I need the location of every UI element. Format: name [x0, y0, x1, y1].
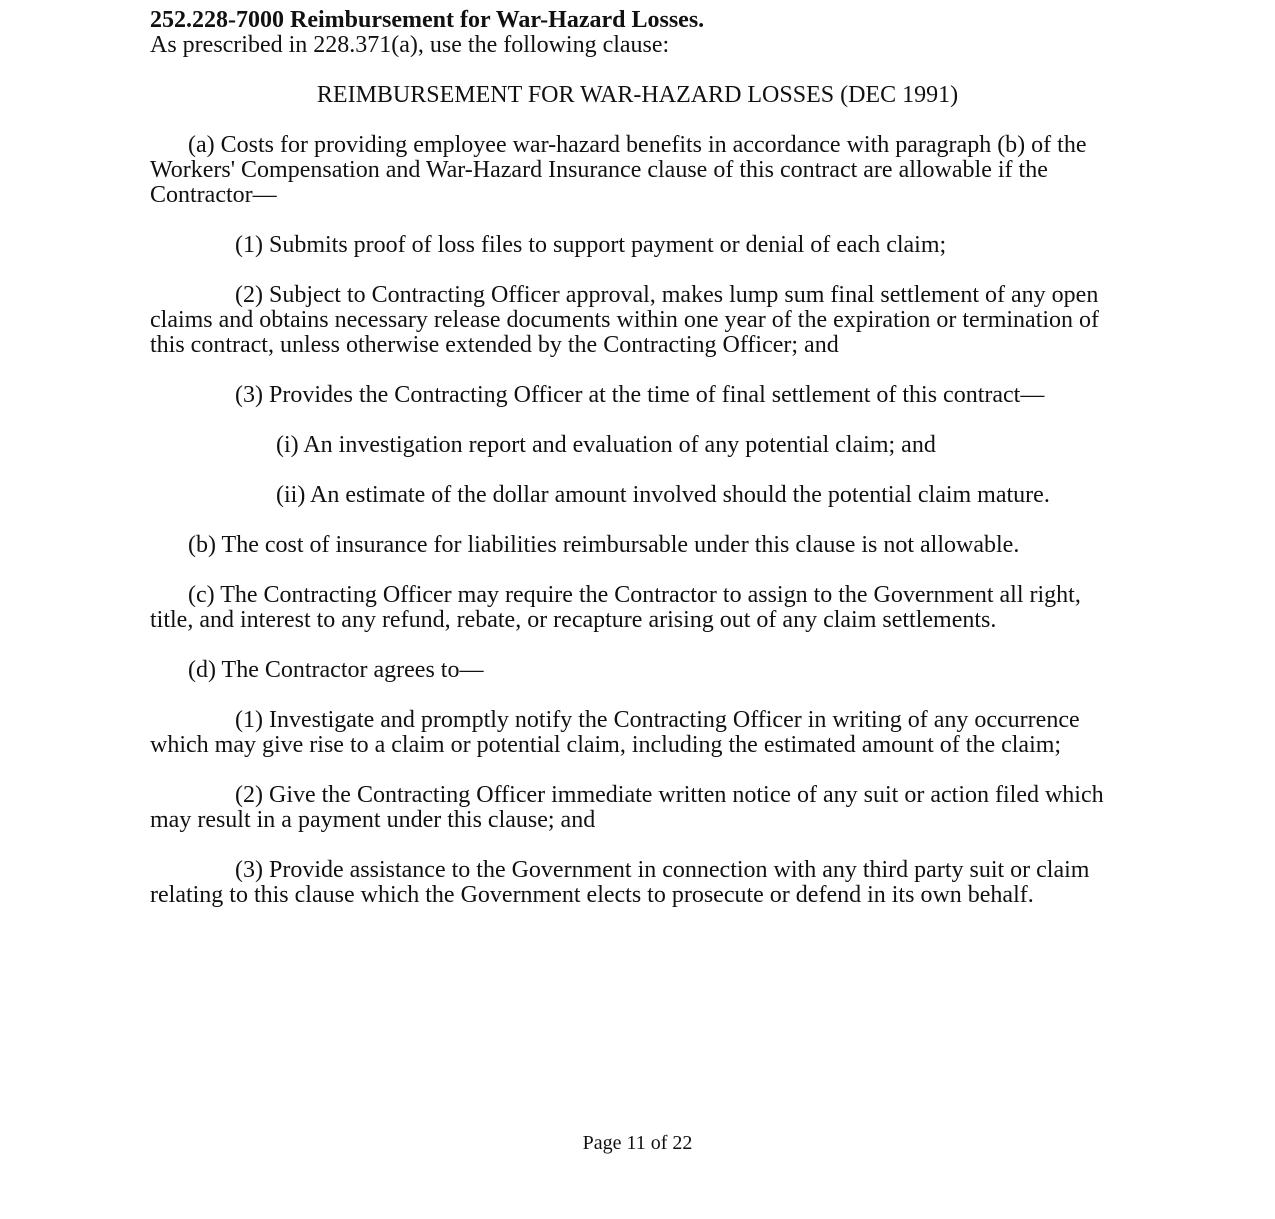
paragraph-a-2: (2) Subject to Contracting Officer approval, makes lump sum final settlement of any open claims and obtains necessary release documents within one year of the expiration or termination of this contract, unless otherwise extended by the Contracting Officer; and — [150, 282, 1100, 358]
paragraph-a-3-i: (i) An investigation report and evaluation of any potential claim; and — [276, 432, 936, 458]
paragraph-a-3: (3) Provides the Contracting Officer at the time of final settlement of this contract— — [235, 382, 1045, 408]
paragraph-a-1: (1) Submits proof of loss files to support payment or denial of each claim; — [235, 232, 947, 258]
clause-title: REIMBURSEMENT FOR WAR-HAZARD LOSSES (DEC 1991) — [316, 82, 959, 108]
paragraph-a-3-ii: (ii) An estimate of the dollar amount involved should the potential claim mature. — [276, 482, 1050, 508]
paragraph-b: (b) The cost of insurance for liabilities reimbursable under this clause is not allowable. — [188, 532, 1020, 558]
document-page — [150, 8, 1125, 908]
intro-text: As prescribed in 228.371(a), use the following clause: — [150, 32, 670, 58]
paragraph-a: (a) Costs for providing employee war-hazard benefits in accordance with paragraph (b) of the Workers' Compensation and War-Hazard Insurance clause of this contract are allowable if the Contractor— — [150, 132, 1087, 208]
paragraph-d-1: (1) Investigate and promptly notify the Contracting Officer in writing of any occurrence which may give rise to a claim or potential claim, including the estimated amount of the claim; — [150, 707, 1080, 758]
page-number: Page 11 of 22 — [582, 1132, 693, 1154]
paragraph-d: (d) The Contractor agrees to— — [188, 657, 484, 683]
section-heading: 252.228-7000 Reimbursement for War-Hazard Losses. — [150, 7, 705, 33]
paragraph-d-3: (3) Provide assistance to the Government in connection with any third party suit or claim relating to this clause which the Government elects to prosecute or defend in its own behalf. — [150, 857, 1090, 908]
paragraph-c: (c) The Contracting Officer may require the Contractor to assign to the Government all right, title, and interest to any refund, rebate, or recapture arising out of any claim settlements. — [150, 582, 1081, 633]
paragraph-d-2: (2) Give the Contracting Officer immediate written notice of any suit or action filed which may result in a payment under this clause; and — [150, 782, 1104, 833]
